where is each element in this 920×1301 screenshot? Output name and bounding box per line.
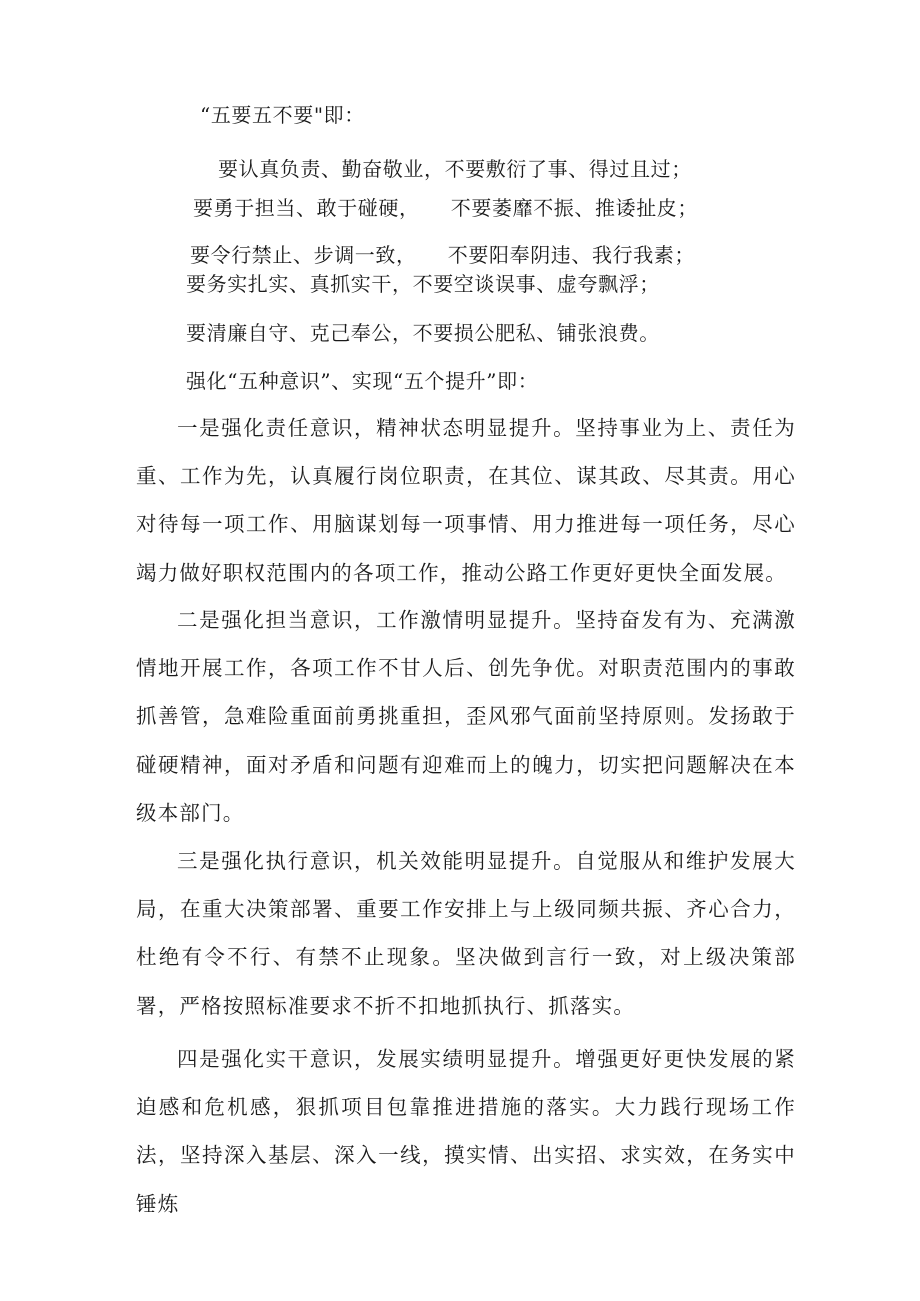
do-dont-line-4: 要务实扎实、真抓实干，不要空谈误事、虚夸飘浮； xyxy=(186,272,660,296)
paragraph-commitment xyxy=(136,596,796,837)
paragraph-text: 二是强化担当意识，工作激情明显提升。坚持奋发有为、充满激情地开展工作，各项工作不甘人后、创先争优。对职责范围内的事敢抓善管，急难险重面前勇挑重担，歪风邪气面前坚持原则。发扬敢于碰硬精神，面对矛盾和问题有迎难而上的魄力，切实把问题解决在本级本部门。 xyxy=(136,608,796,825)
do-dont-line-1: 要认真负责、勤奋敬业，不要敷衍了事、得过且过； xyxy=(218,157,692,181)
do-dont-line-2: 要勇于担当、敢于碰硬， 不要萎靡不振、推诿扯皮； xyxy=(193,196,698,220)
paragraph-practical-work xyxy=(136,1035,796,1228)
paragraph-text: 四是强化实干意识，发展实绩明显提升。增强更好更快发展的紧迫感和危机感，狠抓项目包靠推进措施的落实。大力践行现场工作法，坚持深入基层、深入一线，摸实情、出实招、求实效，在务实中锤炼 xyxy=(136,1047,796,1216)
do-dont-line-5: 要清廉自守、克己奉公，不要损公肥私、铺张浪费。 xyxy=(186,321,660,345)
five-dos-donts-heading: “五要五不要"即： xyxy=(200,103,365,127)
do-dont-line-3: 要令行禁止、步调一致， 不要阳奉阴违、我行我素； xyxy=(190,243,695,267)
paragraph-text: 三是强化执行意识，机关效能明显提升。自觉服从和维护发展大局，在重大决策部署、重要工作安排上与上级同频共振、齐心合力，杜绝有令不行、有禁不止现象。坚决做到言行一致，对上级决策部署，严格按照标准要求不折不扣地抓执行、抓落实。 xyxy=(136,849,796,1018)
paragraph-responsibility xyxy=(136,404,796,597)
five-awareness-heading: 强化“五种意识”、实现“五个提升”即： xyxy=(186,369,539,393)
paragraph-execution xyxy=(136,837,796,1030)
paragraph-text: 一是强化责任意识，精神状态明显提升。坚持事业为上、责任为重、工作为先，认真履行岗位职责，在其位、谋其政、尽其责。用心对待每一项工作、用脑谋划每一项事情、用力推进每一项任务，尽心竭力做好职权范围内的各项工作，推动公路工作更好更快全面发展。 xyxy=(136,416,796,585)
